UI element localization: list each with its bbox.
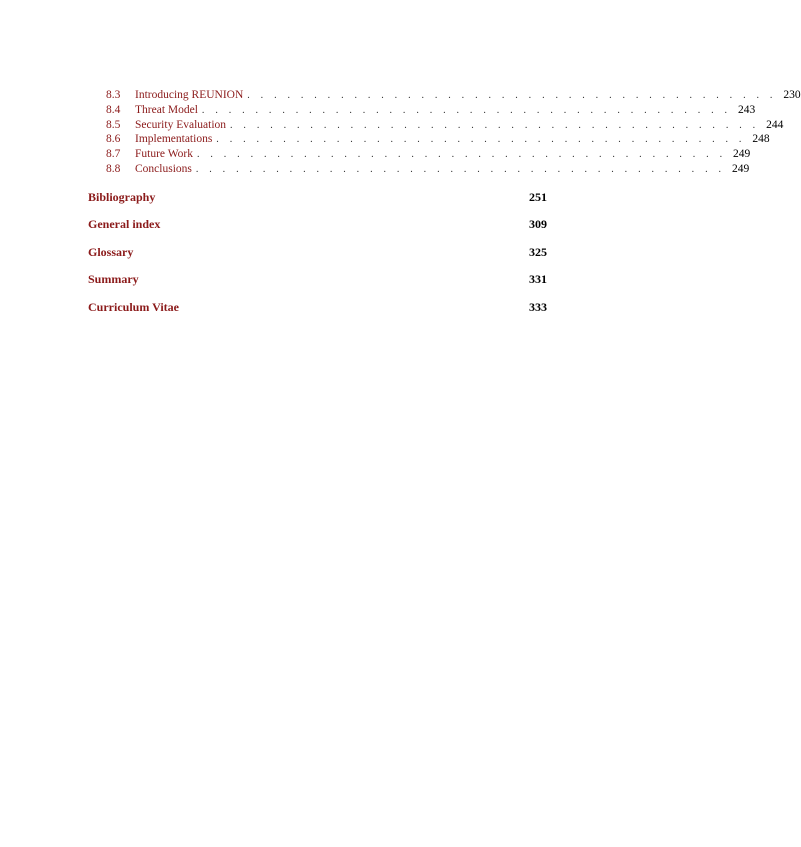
toc-chapter-title[interactable]: Glossary bbox=[88, 244, 134, 259]
toc-chapter-title[interactable]: Curriculum Vitae bbox=[88, 299, 179, 314]
toc-entry-title[interactable]: Threat Model bbox=[135, 103, 198, 116]
toc-chapter-title[interactable]: General index bbox=[88, 217, 161, 232]
toc-entry-8-8[interactable] bbox=[106, 162, 750, 177]
toc-entry-page: 249 bbox=[733, 148, 751, 161]
toc-entry-number: 8.7 bbox=[106, 148, 121, 161]
dot-leader: . . . . . . . . . . . . . . . . . . . . . . . . . . . . . . . . . . . . . . . . bbox=[201, 104, 732, 116]
toc-section-list bbox=[106, 88, 801, 177]
toc-chapter-title[interactable]: Bibliography bbox=[88, 190, 156, 204]
toc-entry-number: 8.8 bbox=[106, 162, 121, 175]
toc-entry-page: 248 bbox=[752, 133, 770, 146]
toc-chapter-general-index[interactable] bbox=[88, 216, 547, 243]
toc-chapter-glossary[interactable] bbox=[88, 244, 547, 271]
toc-chapter-summary[interactable] bbox=[88, 271, 547, 298]
toc-chapter-bibliography[interactable] bbox=[88, 189, 547, 216]
toc-chapter-page: 251 bbox=[529, 190, 547, 204]
toc-chapter-list bbox=[88, 189, 547, 326]
toc-chapter-page: 333 bbox=[529, 299, 547, 314]
toc-chapter-page: 331 bbox=[529, 272, 547, 287]
dot-leader: . . . . . . . . . . . . . . . . . . . . . . . . . . . . . . . . . . . . . . . . bbox=[216, 134, 746, 146]
dot-leader: . . . . . . . . . . . . . . . . . . . . . . . . . . . . . . . . . . . . . . . . bbox=[247, 90, 777, 101]
dot-leader: . . . . . . . . . . . . . . . . . . . . . . . . . . . . . . . . . . . . . . . . bbox=[196, 149, 727, 161]
toc-entry-number: 8.5 bbox=[106, 118, 121, 131]
toc-chapter-title[interactable]: Summary bbox=[88, 272, 139, 287]
toc-chapter-page: 309 bbox=[529, 217, 547, 232]
toc-entry-page: 243 bbox=[737, 103, 756, 116]
dot-leader: . . . . . . . . . . . . . . . . . . . . . . . . . . . . . . . . . . . . . . . . bbox=[230, 119, 760, 131]
toc-entry-title[interactable]: Introducing REUNION bbox=[135, 89, 244, 101]
toc-entry-page: 249 bbox=[731, 162, 750, 175]
toc-chapter-page: 325 bbox=[529, 244, 547, 259]
toc-entry-8-3[interactable] bbox=[106, 88, 801, 103]
toc-entry-title[interactable]: Implementations bbox=[135, 133, 213, 146]
toc-entry-number: 8.3 bbox=[106, 89, 121, 101]
toc-entry-title[interactable]: Security Evaluation bbox=[135, 118, 227, 131]
toc-entry-number: 8.4 bbox=[106, 103, 121, 116]
toc-entry-8-4[interactable] bbox=[106, 103, 756, 118]
toc-chapter-curriculum-vitae[interactable] bbox=[88, 299, 547, 326]
toc-entry-8-7[interactable] bbox=[106, 147, 751, 162]
toc-entry-page: 230 bbox=[783, 89, 801, 101]
toc-entry-page: 244 bbox=[766, 118, 784, 131]
toc-entry-title[interactable]: Conclusions bbox=[135, 162, 192, 175]
toc-entry-title[interactable]: Future Work bbox=[135, 148, 193, 161]
toc-entry-number: 8.6 bbox=[106, 133, 121, 146]
dot-leader: . . . . . . . . . . . . . . . . . . . . . . . . . . . . . . . . . . . . . . . . bbox=[195, 163, 726, 175]
toc-entry-8-6[interactable] bbox=[106, 132, 770, 147]
toc-entry-8-5[interactable] bbox=[106, 118, 784, 133]
